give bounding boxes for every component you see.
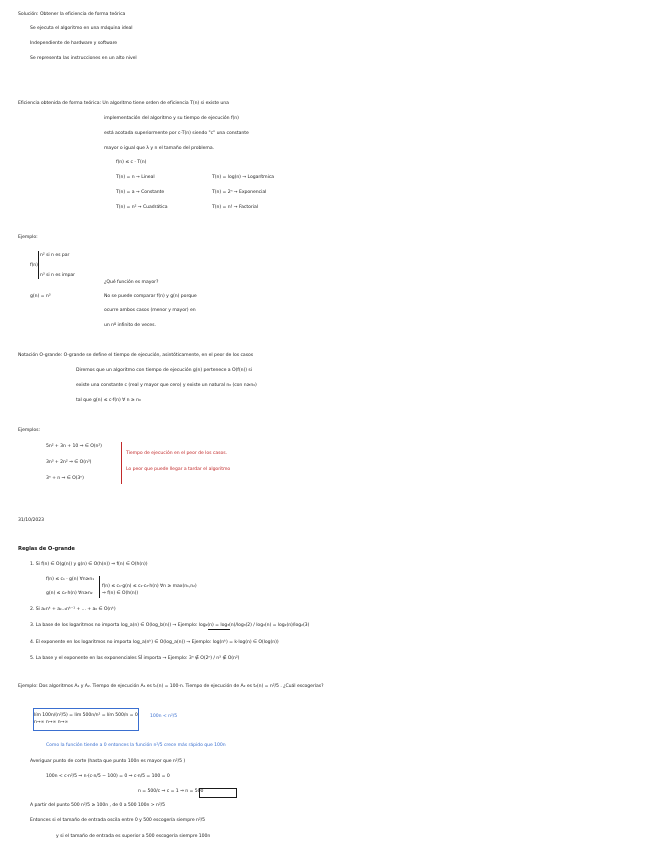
note-line: Reglas de O-grande [18, 546, 75, 552]
note-line: Lo peor que puede llegar a tardar el algoritmo [126, 467, 231, 472]
note-line: Como la función tiende a 0 entonces la función n²/5 crece más rápido que 100n [46, 743, 226, 748]
note-line: Se representa las instrucciones en un alto nivel [30, 56, 137, 61]
note-line: f(n) ≤ c₁·g(n) ≤ c₁·c₂·h(n) ∀n ≥ max(n₁,n₂) [102, 584, 197, 589]
note-line: ocurre ambos casos (menor y mayor) en [104, 308, 196, 313]
note-line: 3ⁿ + n ⇒ ∈ O(3ⁿ) [46, 476, 84, 481]
note-line: ¿Qué función es mayor? [104, 280, 159, 285]
note-line: implementación del algoritmo y su tiempo de ejecución f(n) [104, 116, 239, 121]
note-line: n→∞ n→∞ n→∞ [34, 720, 69, 725]
note-line: 100n < n²/5 [150, 714, 178, 719]
note-line: Eficiencia obtenida de forma teórica: Un algoritmo tiene orden de eficiencia T(n) si existe una [18, 101, 229, 106]
note-line: T(n) = log(n) → Logarítmica [212, 175, 275, 180]
note-line: 5. La base y el exponente en las exponenciales SÍ importa → Ejemplo: 3ⁿ ∉ O(2ⁿ) / n³ ∉ O(n²) [30, 656, 240, 661]
note-line: 100n < c·n²/5 ⇒ n·(c·n/5 − 100) = 0 ⇒ c·n/5 = 100 = 0 [46, 774, 170, 779]
note-line: T(n) = 2ⁿ → Exponencial [212, 190, 267, 195]
note-line: n² si n es par [40, 253, 70, 258]
note-line: T(n) = a → Constante [116, 190, 165, 195]
note-line: T(n) = n! → Factorial [212, 205, 258, 210]
note-line: está acotada superiormente por c·T(n) siendo "c" una constante [104, 131, 249, 136]
limit-result-box [33, 708, 139, 731]
note-line: f(n) [30, 263, 38, 268]
brace-rule1 [99, 576, 100, 598]
note-line: g(n) ≤ c₂·h(n) ∀n≥n₂ [46, 591, 93, 596]
note-line: un nº infinito de veces. [104, 323, 156, 328]
note-line: 2. Si aₖnᵏ + aₖ₋₁nᵏ⁻¹ + ... + a₀ ∈ O(nᵏ) [30, 607, 116, 612]
note-line: T(n) = n → Lineal [116, 175, 155, 180]
note-line: No se puede comparar f(n) y g(n) porque [104, 294, 197, 299]
note-line: y si el tamaño de entrada es superior a 500 escogería siempre 100n [56, 834, 211, 839]
note-line: n = 500/c ⇒ c = 1 ⇒ n = 500 [138, 789, 204, 794]
note-line: mayor o igual que λ y n el tamaño del problema. [104, 146, 214, 151]
note-line: n³ si n es impar [40, 273, 75, 278]
note-line: Tiempo de ejecución en el peor de los casos. [126, 451, 227, 456]
note-line: f(n) ≤ c · T(n) [116, 160, 147, 165]
note-line: T(n) = n² → Cuadrática [116, 205, 168, 210]
note-line: 3n³ + 2n² ⇒ ∈ O(n³) [46, 460, 92, 465]
note-line: g(n) = n³ [30, 294, 51, 299]
note-line: Ejemplo: [18, 235, 38, 240]
note-line: tal que g(n) ≤ c·f(n) ∀ n ≥ n₀ [76, 398, 141, 403]
note-line: Ejemplo: Dos algoritmos A₁ y A₂. Tiempo de ejecución A₁ es t₁(n) = 100·n. Tiempo de ejecución de A₂ es t₂(n) = n²/5 . ¿Cuál escogerías? [18, 684, 324, 689]
note-line: Independiente de hardware y software [30, 41, 118, 46]
brace-fn [38, 251, 39, 279]
note-line: Notación O-grande: O-grande se define el tiempo de ejecución, asintóticamente, en el peor de los casos [18, 353, 254, 358]
red-bracket [121, 442, 122, 484]
note-line: 5n² + 3n + 10 ⇒ ∈ O(n²) [46, 444, 102, 449]
note-line: 1. Si f(n) ∈ O(g(n)) y g(n) ∈ O(h(n)) ⇒ f(n) ∈ O(h(n)) [30, 562, 148, 567]
note-line: existe una constante c (real y mayor que cero) y existe un natural n₀ (con n≥n₀) [76, 383, 257, 388]
note-line: Ejemplos: [18, 428, 40, 433]
note-line: Se ejecuta el algoritmo en una máquina ideal [30, 26, 133, 31]
note-line: Solución: Obtener la eficiencia de forma teórica [18, 12, 126, 17]
note-line: A partir del punto 500 n²/5 ≥ 100n , de 0 a 500 100n > n²/5 [30, 803, 166, 808]
note-line: f(n) ≤ c₁ · g(n) ∀n≥n₁ [46, 577, 95, 582]
n-equals-500-box [199, 788, 237, 798]
note-line: 31/10/2023 [18, 518, 44, 523]
note-line: ⇒ f(n) ∈ O(h(n)) [102, 591, 139, 596]
note-line: lím 100n/(n²/5) = lím 500n/n² = lím 500/n = 0 [34, 713, 138, 718]
note-line: Averiguar punto de corte (hasta que punto 100n es mayor que n²/5 ) [30, 759, 186, 764]
note-line: 4. El exponente en los logaritmos no importa log_a(nᵏ) ∈ O(log_a(n)) → Ejemplo: log(nᵏ) = k·log(n) ∈ O(log(n)) [30, 640, 279, 645]
note-line: 3. La base de los logaritmos no importa log_a(n) ∈ O(log_b(n)) → Ejemplo: log₂(n) = log₃(n)/log₃(2) / log₃(n) = log₂(n)/log₂(3) [30, 623, 310, 628]
note-line: Entonces si el tamaño de entrada oscila entre 0 y 500 escogería siempre n²/5 [30, 818, 206, 823]
note-line: Diremos que un algoritmo con tiempo de ejecución g(n) pertenece a O(f(n)) si [76, 368, 252, 373]
fraction-bar [208, 629, 230, 630]
